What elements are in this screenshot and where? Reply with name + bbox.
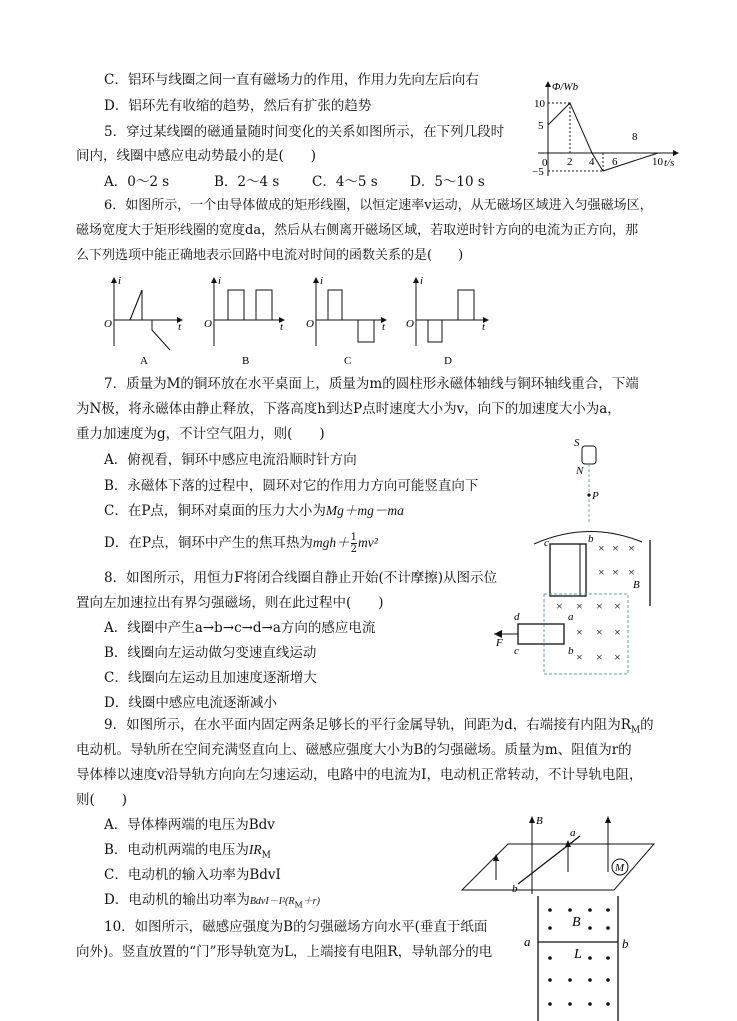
q8-option-a: A．线圈中产生a→b→c→d→a方向的感应电流 (104, 620, 376, 636)
q5-xtick-2: 2 (567, 156, 573, 168)
q9-option-d: D．电动机的输出功率为$BdvI-I^2(R_M+r)$ (104, 892, 320, 910)
q7-stem-line1: 7．质量为M的铜环放在水平桌面上，质量为m的圆柱形永磁体轴线与铜环轴线重合，下端 (104, 376, 639, 392)
q5-stem-line2: 间内，线圈中感应电动势最小的是( ) (76, 148, 317, 164)
q6-graph-d (406, 275, 488, 367)
q5-ytick-5: 5 (538, 120, 544, 132)
svg-text:t: t (482, 321, 486, 333)
q8-coil-field-figure (488, 520, 668, 680)
q6-stem-line1: 6．如图所示，一个由导体做成的矩形线圈，以恒定速率v运动，从无磁场区域进入匀强磁场区， (104, 198, 653, 213)
q6-label-b: B (242, 355, 250, 367)
svg-text:O: O (306, 318, 314, 330)
svg-text:×: × (598, 541, 605, 555)
svg-text:×: × (612, 541, 619, 555)
q9-rod (518, 836, 580, 884)
svg-text:×: × (612, 565, 619, 579)
q5-option-b: B．2～4 s (214, 174, 280, 190)
q5-options (104, 172, 504, 192)
q9-option-b: B．电动机两端的电压为$IR_M$ (104, 842, 271, 861)
q7-magnet-figure (570, 432, 610, 528)
q5-xtick-10: 10 (652, 156, 663, 168)
svg-text:S: S (574, 437, 580, 449)
svg-text:t: t (178, 321, 182, 333)
svg-text:×: × (614, 650, 621, 664)
q10-stem-line1: 10．如图所示，磁感应强度为B的匀强磁场方向水平(垂直于纸面 (104, 919, 488, 935)
q7-fraction: $\frac{1}{2}$ (350, 532, 358, 555)
svg-text:×: × (576, 599, 583, 613)
svg-text:×: × (576, 625, 583, 639)
q6-graph-c (306, 275, 386, 367)
q8-option-d: D．线圈中感应电流逐渐减小 (104, 695, 277, 711)
q6-label-a: A (140, 355, 148, 367)
svg-text:×: × (596, 599, 603, 613)
svg-text:c: c (514, 645, 519, 657)
q5-option-c: C．4～5 s (312, 174, 378, 190)
q9-option-c: C．电动机的输入功率为BdvI (104, 867, 281, 883)
svg-text:i: i (420, 275, 424, 287)
q7-option-c: C．在P点，铜环对桌面的压力大小为Mg＋mg－ma (104, 503, 404, 519)
q7-stem-line3: 重力加速度为g，不计空气阻力，则( ) (76, 426, 325, 442)
svg-text:b: b (512, 883, 518, 895)
q6-label-d: D (444, 355, 452, 367)
svg-text:c: c (544, 537, 549, 549)
svg-text:B: B (572, 915, 581, 930)
q6-graph-a (104, 275, 182, 367)
q4-option-c: C．铝环与线圈之间一直有磁场力的作用，作用力先向左后向右 (104, 72, 479, 88)
svg-text:b: b (622, 936, 629, 951)
q5-flux-graph (528, 76, 688, 186)
q7-option-d: D．在P点，铜环中产生的焦耳热为mgh＋ $\frac{1}{2}$ mv² (104, 532, 378, 555)
svg-text:b: b (568, 645, 574, 657)
q8-field-crosses (556, 599, 621, 664)
svg-text:×: × (614, 625, 621, 639)
q7-stem-line2: 为N极，将永磁体由静止释放，下落高度h到达P点时速度大小为v，向下的加速度大小为a， (76, 401, 621, 417)
svg-text:N: N (576, 465, 584, 477)
q7-option-b: B．永磁体下落的过程中，圆环对它的作用力方向可能竖直向下 (104, 478, 479, 494)
q6-stem-line3: 么下列选项中能正确地表示回路中电流对时间的函数关系的是( ) (76, 248, 464, 263)
q9-stem-line4: 则( ) (76, 792, 128, 808)
q5-xtick-6: 6 (612, 156, 618, 168)
q5-flux-curve (548, 103, 658, 171)
q5-ytick-10: 10 (534, 98, 545, 110)
svg-text:a: a (568, 611, 574, 623)
svg-text:B: B (633, 579, 640, 591)
q9-option-a: A．导体棒两端的电压为Bdv (104, 817, 275, 833)
svg-text:i: i (218, 275, 222, 287)
q8-option-b: B．线圈向左运动做匀变速直线运动 (104, 645, 317, 661)
q6-graph-b (204, 275, 284, 367)
svg-text:×: × (596, 625, 603, 639)
q5-stem-line1: 5．穿过某线圈的磁通量随时间变化的关系如图所示，在下列几段时 (104, 124, 505, 140)
svg-text:×: × (596, 650, 603, 664)
q8-coil (518, 624, 564, 644)
svg-text:×: × (598, 565, 605, 579)
q5-option-d: D．5～10 s (410, 174, 485, 190)
svg-text:i: i (320, 275, 324, 287)
svg-text:i: i (118, 275, 122, 287)
svg-text:t: t (382, 321, 386, 333)
q5-ylabel: Φ/Wb (552, 81, 579, 93)
q4-option-d: D．铝环先有收缩的趋势，然后有扩张的趋势 (104, 98, 372, 114)
svg-text:a: a (524, 934, 531, 949)
svg-text:×: × (576, 650, 583, 664)
q9-stem-line1: 9．如图所示，在水平面内固定两条足够长的平行金属导轨，间距为d，右端接有内阻为$R_M$的 (104, 717, 654, 736)
svg-text:O: O (104, 318, 112, 330)
q6-graphs (96, 272, 496, 368)
q8-stem-line2: 置向左加速拉出有界匀强磁场，则在此过程中( ) (76, 595, 384, 611)
q8-option-c: C．线圈向左运动且加速度逐渐增大 (104, 670, 317, 686)
q5-xtick-4: 4 (589, 156, 595, 168)
q5-xlabel: t/s (664, 157, 675, 169)
q9-stem-line2: 电动机。导轨所在空间充满竖直向上、磁感应强度大小为B的匀强磁场。质量为m、阻值为r的 (76, 742, 632, 758)
q7-option-a: A．俯视看，铜环中感应电流沿顺时针方向 (104, 452, 357, 468)
q10-rail-figure (518, 896, 638, 1021)
svg-text:×: × (614, 599, 621, 613)
q7-option-d-formula-a: mgh＋ (312, 535, 350, 550)
q5-ytick-neg5: −5 (532, 166, 544, 178)
q5-xtick-8: 8 (632, 131, 638, 143)
q7-option-d-formula-b: mv² (358, 535, 378, 550)
svg-text:M: M (615, 862, 625, 874)
svg-text:d: d (514, 611, 520, 623)
svg-text:O: O (204, 318, 212, 330)
svg-text:a: a (570, 827, 576, 839)
q6-stem-line2: 磁场宽度大于矩形线圈的宽度da，然后从右侧离开磁场区域，若取逆时针方向的电流为正方向，那 (76, 223, 639, 238)
q7-option-c-formula: Mg＋mg－ma (325, 503, 404, 518)
svg-text:B: B (536, 815, 543, 827)
svg-text:×: × (628, 541, 635, 555)
q6-label-c: C (344, 355, 352, 367)
svg-text:L: L (574, 947, 582, 962)
svg-text:×: × (556, 599, 563, 613)
q5-option-a: A．0～2 s (104, 174, 170, 190)
q8-stem-line1: 8．如图所示，用恒力F将闭合线圈自静止开始(不计摩擦)从图示位 (104, 570, 497, 586)
svg-text:O: O (406, 318, 414, 330)
q5-ytick-0: 0 (542, 157, 548, 169)
svg-text:×: × (628, 565, 635, 579)
svg-text:P: P (592, 490, 599, 502)
q10-stem-line2: 向外)。竖直放置的“门”形导轨宽为L，上端接有电阻R，导轨部分的电 (76, 944, 493, 960)
q7-magnet (582, 446, 596, 464)
q9-rail-figure (458, 812, 668, 898)
svg-text:t: t (280, 321, 284, 333)
svg-text:F: F (496, 637, 503, 649)
svg-text:b: b (588, 533, 594, 545)
q9-stem-line3: 导体棒以速度v沿导轨方向向左匀速运动，电路中的电流为I，电动机正常转动，不计导轨电阻， (76, 767, 643, 783)
